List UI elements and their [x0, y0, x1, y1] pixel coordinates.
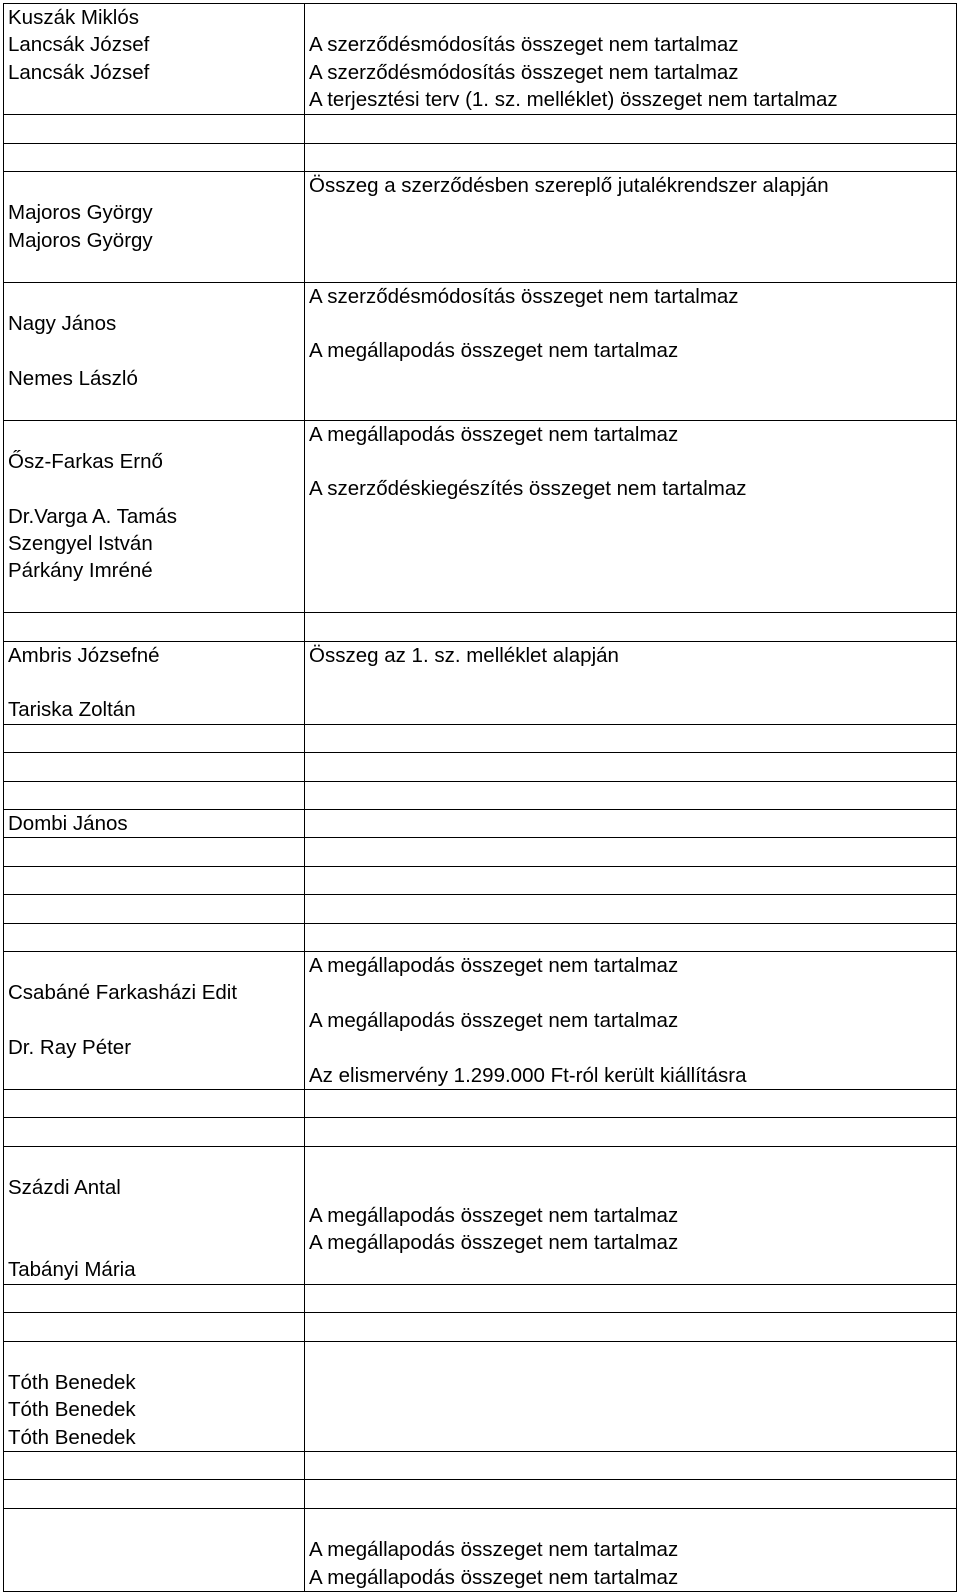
note-cell	[305, 4, 957, 115]
table-row	[4, 114, 957, 143]
note-text: A megállapodás összeget nem tartalmaz	[309, 422, 679, 446]
note-text	[309, 585, 956, 612]
table-row	[4, 753, 957, 781]
table-row	[4, 1146, 957, 1284]
note-text	[309, 227, 956, 254]
person-name	[8, 1202, 304, 1229]
note-text	[309, 696, 956, 723]
note-text	[309, 867, 956, 894]
person-name	[8, 1342, 304, 1369]
name-cell	[4, 143, 305, 171]
note-text: A szerződésmódosítás összeget nem tartalmaz	[309, 284, 739, 308]
person-name	[8, 867, 304, 894]
person-name	[8, 1118, 304, 1145]
person-name: Százdi Antal	[8, 1176, 121, 1200]
person-name: Dr. Ray Péter	[8, 1036, 132, 1060]
note-cell	[305, 420, 957, 613]
note-text	[309, 1090, 956, 1117]
note-cell	[305, 866, 957, 894]
note-text	[309, 1396, 956, 1423]
note-cell	[305, 1284, 957, 1312]
table-row	[4, 1480, 957, 1508]
note-cell	[305, 1089, 957, 1117]
note-cell	[305, 838, 957, 866]
table-row	[4, 1452, 957, 1480]
person-name	[8, 782, 304, 809]
name-cell	[4, 114, 305, 143]
person-name	[8, 1509, 304, 1536]
note-cell	[305, 1118, 957, 1146]
note-text	[309, 613, 956, 640]
note-text	[309, 924, 956, 951]
note-text	[309, 782, 956, 809]
person-name	[8, 1480, 304, 1507]
person-name	[8, 952, 304, 979]
person-name	[8, 725, 304, 752]
person-name	[8, 585, 304, 612]
name-cell	[4, 4, 305, 115]
note-text	[309, 669, 956, 696]
note-text	[309, 392, 956, 419]
name-cell	[4, 1313, 305, 1341]
note-text	[309, 4, 956, 31]
person-name	[8, 1285, 304, 1312]
note-text	[309, 254, 956, 281]
note-text: A megállapodás összeget nem tartalmaz	[309, 1230, 679, 1254]
person-name: Kuszák Miklós	[8, 6, 140, 29]
person-name	[8, 86, 304, 113]
note-cell	[305, 641, 957, 724]
note-text: A szerződésmódosítás összeget nem tartalmaz	[309, 33, 739, 57]
person-name: Ősz-Farkas Ernő	[8, 449, 163, 473]
person-name	[8, 1564, 304, 1591]
person-name: Tóth Benedek	[8, 1370, 136, 1394]
name-cell	[4, 171, 305, 282]
person-name	[8, 1313, 304, 1340]
person-name: Csabáné Farkasházi Edit	[8, 981, 238, 1005]
person-name: Tóth Benedek	[8, 1425, 136, 1449]
note-text	[309, 1034, 956, 1061]
person-name: Nemes László	[8, 366, 138, 390]
table-row	[4, 171, 957, 282]
person-name	[8, 1062, 304, 1089]
person-name	[8, 115, 304, 142]
note-cell	[305, 895, 957, 923]
name-cell	[4, 1452, 305, 1480]
name-cell	[4, 1284, 305, 1312]
note-cell	[305, 753, 957, 781]
note-text	[309, 895, 956, 922]
person-name: Majoros György	[8, 228, 153, 252]
person-name	[8, 613, 304, 640]
person-name	[8, 283, 304, 310]
person-name: Tariska Zoltán	[8, 698, 136, 722]
note-cell	[305, 1341, 957, 1452]
table-row	[4, 1341, 957, 1452]
name-cell	[4, 724, 305, 752]
person-name: Tabányi Mária	[8, 1258, 136, 1282]
note-text: Összeg az 1. sz. melléklet alapján	[309, 643, 619, 667]
note-cell	[305, 923, 957, 951]
person-name	[8, 1229, 304, 1256]
person-name	[8, 254, 304, 281]
name-cell	[4, 923, 305, 951]
table-row	[4, 641, 957, 724]
name-cell	[4, 1118, 305, 1146]
person-name: Szengyel István	[8, 532, 153, 556]
person-name	[8, 1147, 304, 1174]
note-text: A szerződésmódosítás összeget nem tartalmaz	[309, 60, 739, 84]
note-text	[309, 810, 956, 837]
table-row	[4, 951, 957, 1089]
person-name: Lancsák József	[8, 33, 150, 57]
note-text: Összeg a szerződésben szereplő jutalékrendszer alapján	[309, 173, 829, 197]
note-text	[309, 725, 956, 752]
note-text	[309, 1147, 956, 1174]
note-cell	[305, 613, 957, 641]
note-text: A megállapodás összeget nem tartalmaz	[309, 1008, 679, 1032]
person-name	[8, 924, 304, 951]
note-text: A megállapodás összeget nem tartalmaz	[309, 1538, 679, 1562]
person-name: Párkány Imréné	[8, 559, 153, 583]
table-row	[4, 781, 957, 809]
table-row	[4, 613, 957, 641]
note-cell	[305, 724, 957, 752]
name-cell	[4, 1508, 305, 1591]
name-cell	[4, 641, 305, 724]
table-body	[4, 4, 957, 1592]
name-cell	[4, 1341, 305, 1452]
table-row	[4, 1089, 957, 1117]
note-text: A szerződéskiegészítés összeget nem tartalmaz	[309, 477, 747, 501]
person-name: Tóth Benedek	[8, 1398, 136, 1422]
note-text: A megállapodás összeget nem tartalmaz	[309, 1565, 679, 1589]
note-cell	[305, 282, 957, 420]
name-cell	[4, 781, 305, 809]
person-name	[8, 337, 304, 364]
note-text	[309, 979, 956, 1006]
note-text: A megállapodás összeget nem tartalmaz	[309, 953, 679, 977]
name-cell	[4, 1480, 305, 1508]
table-row	[4, 1508, 957, 1591]
note-text	[309, 199, 956, 226]
note-cell	[305, 1508, 957, 1591]
note-text	[309, 1118, 956, 1145]
person-name: Majoros György	[8, 201, 153, 225]
name-cell	[4, 951, 305, 1089]
note-text: Az elismervény 1.299.000 Ft-ról került kiállításra	[309, 1063, 747, 1087]
person-name: Lancsák József	[8, 60, 150, 84]
person-name	[8, 838, 304, 865]
note-text	[309, 1342, 956, 1369]
table-row	[4, 1313, 957, 1341]
note-text	[309, 1369, 956, 1396]
name-cell	[4, 420, 305, 613]
note-cell	[305, 143, 957, 171]
table-row	[4, 420, 957, 613]
note-text	[309, 1509, 956, 1536]
person-name	[8, 753, 304, 780]
person-name	[8, 669, 304, 696]
note-text	[309, 144, 956, 171]
person-name	[8, 1007, 304, 1034]
note-text: A megállapodás összeget nem tartalmaz	[309, 339, 679, 363]
person-name	[8, 895, 304, 922]
name-cell	[4, 753, 305, 781]
name-cell	[4, 809, 305, 837]
table-row	[4, 4, 957, 115]
note-cell	[305, 171, 957, 282]
note-text	[309, 1313, 956, 1340]
name-cell	[4, 282, 305, 420]
person-name	[8, 1536, 304, 1563]
note-cell	[305, 951, 957, 1089]
note-cell	[305, 1146, 957, 1284]
name-cell	[4, 838, 305, 866]
note-text: A megállapodás összeget nem tartalmaz	[309, 1203, 679, 1227]
table-row	[4, 809, 957, 837]
note-text	[309, 1256, 956, 1283]
note-text	[309, 1480, 956, 1507]
note-text	[309, 1452, 956, 1479]
table-row	[4, 1118, 957, 1146]
note-cell	[305, 1452, 957, 1480]
note-text	[309, 1285, 956, 1312]
table-row	[4, 838, 957, 866]
name-cell	[4, 866, 305, 894]
table-row	[4, 724, 957, 752]
person-name	[8, 475, 304, 502]
name-cell	[4, 895, 305, 923]
note-cell	[305, 1313, 957, 1341]
person-name	[8, 172, 304, 199]
note-text	[309, 310, 956, 337]
note-cell	[305, 1480, 957, 1508]
table-row	[4, 282, 957, 420]
name-cell	[4, 1146, 305, 1284]
note-cell	[305, 809, 957, 837]
person-name	[8, 421, 304, 448]
table-row	[4, 143, 957, 171]
person-name	[8, 1090, 304, 1117]
table-row	[4, 866, 957, 894]
note-text	[309, 365, 956, 392]
person-name: Ambris Józsefné	[8, 643, 160, 667]
table-row	[4, 1284, 957, 1312]
note-text	[309, 530, 956, 557]
note-text	[309, 753, 956, 780]
person-name: Nagy János	[8, 311, 117, 335]
note-text	[309, 838, 956, 865]
note-text	[309, 1424, 956, 1451]
note-text	[309, 503, 956, 530]
person-name	[8, 144, 304, 171]
document-table	[3, 3, 957, 1592]
person-name	[8, 1452, 304, 1479]
table-row	[4, 923, 957, 951]
note-text: A terjesztési terv (1. sz. melléklet) összeget nem tartalmaz	[309, 88, 838, 112]
note-cell	[305, 781, 957, 809]
name-cell	[4, 1089, 305, 1117]
note-text	[309, 115, 956, 142]
note-text	[309, 1174, 956, 1201]
person-name: Dombi János	[8, 811, 128, 835]
table-row	[4, 895, 957, 923]
person-name	[8, 392, 304, 419]
note-text	[309, 448, 956, 475]
note-text	[309, 557, 956, 584]
person-name: Dr.Varga A. Tamás	[8, 504, 178, 528]
note-cell	[305, 114, 957, 143]
name-cell	[4, 613, 305, 641]
